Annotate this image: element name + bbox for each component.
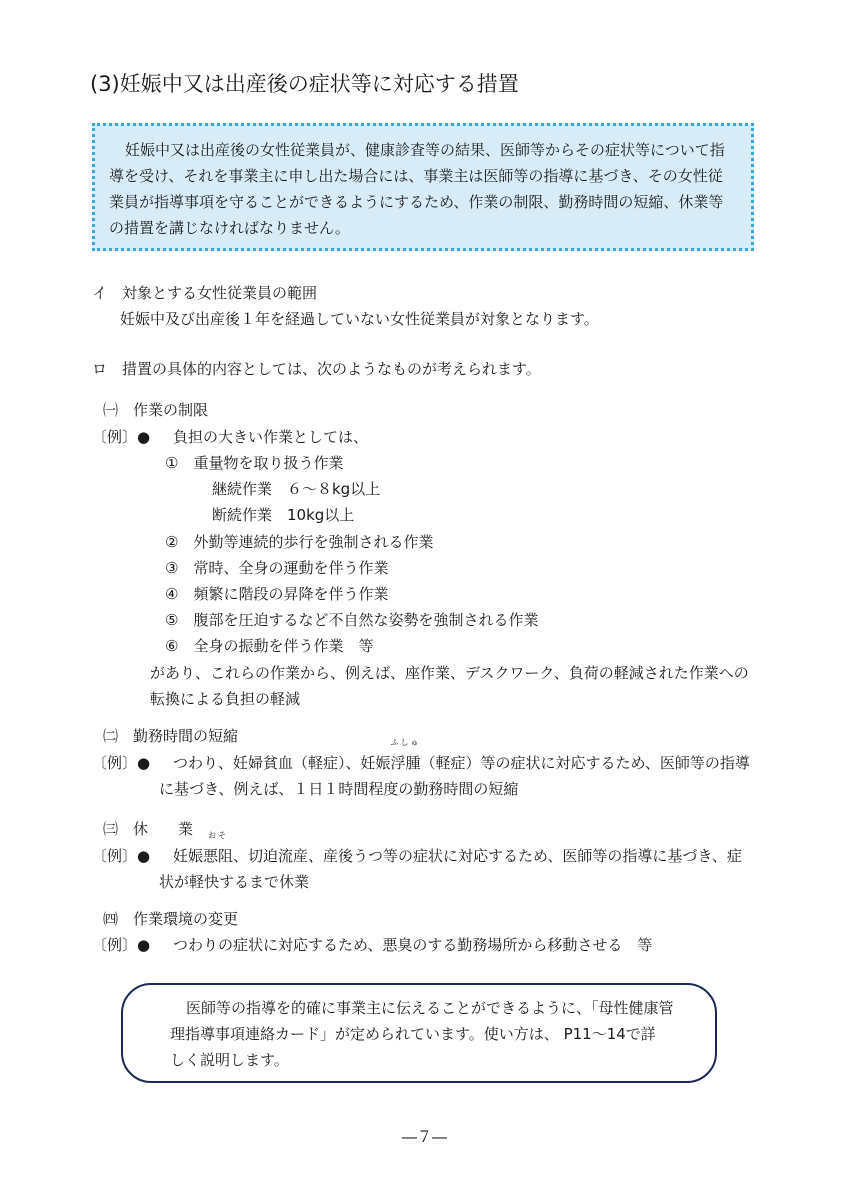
list-item: ② 外勤等連続的歩行を強制される作業 bbox=[165, 533, 434, 551]
list-item: ① 重量物を取り扱う作業 bbox=[165, 454, 344, 472]
item-c-text: 妊娠 bbox=[173, 847, 204, 865]
summary-line: 妊娠中又は出産後の女性従業員が、健康診査等の結果、医師等からその症状等について指 bbox=[125, 141, 725, 159]
example-label: 〔例〕● bbox=[92, 936, 151, 954]
section-i-body: 妊娠中及び出産後１年を経過していない女性従業員が対象となります。 bbox=[120, 310, 599, 328]
list-subitem: 継続作業 ６～８kg以上 bbox=[212, 480, 381, 498]
section-ro-heading: ロ 措置の具体的内容としては、次のようなものが考えられます。 bbox=[92, 360, 541, 378]
item-b-text: （軽症）等の症状に対応するため、医師等の指導 bbox=[420, 754, 750, 772]
item-b-line1 bbox=[173, 738, 750, 776]
example-label: 〔例〕● bbox=[92, 754, 151, 772]
summary-line: の措置を講じなければなりません。 bbox=[109, 219, 350, 237]
ruby-base: 悪阻 bbox=[203, 847, 234, 865]
ruby-reading: おそ bbox=[208, 831, 229, 840]
note-line: しく説明します。 bbox=[170, 1051, 289, 1069]
example-label: 〔例〕● bbox=[92, 847, 151, 865]
ruby-oso bbox=[203, 831, 234, 869]
item-c-line1 bbox=[173, 831, 742, 869]
ruby-reading: ふしゅ bbox=[390, 738, 421, 747]
item-a-lead: 負担の大きい作業としては、 bbox=[173, 428, 369, 446]
list-subitem: 断続作業 10kg以上 bbox=[212, 506, 355, 524]
item-d-heading: ㈣ 作業環境の変更 bbox=[103, 910, 239, 928]
item-b-heading: ㈡ 勤務時間の短縮 bbox=[103, 727, 239, 745]
item-b-line2: に基づき、例えば、１日１時間程度の勤務時間の短縮 bbox=[159, 780, 519, 798]
note-line: 理指導事項連絡カード」が定められています。使い方は、 P11～14で詳 bbox=[170, 1025, 656, 1043]
item-a-heading: ㈠ 作業の制限 bbox=[103, 401, 209, 419]
item-b-text: つわり、妊婦貧血（軽症）、妊娠 bbox=[173, 754, 391, 772]
note-line: 医師等の指導を的確に事業主に伝えることができるように、「母性健康管 bbox=[186, 999, 674, 1017]
item-a-conclusion: 転換による負担の軽減 bbox=[150, 690, 301, 708]
section-i-heading: イ 対象とする女性従業員の範囲 bbox=[92, 284, 318, 302]
example-label: 〔例〕● bbox=[92, 428, 151, 446]
summary-line: 導を受け、それを事業主に申し出た場合には、事業主は医師等の指導に基づき、その女性従 bbox=[109, 167, 723, 185]
item-c-text: 、切迫流産、産後うつ等の症状に対応するため、医師等の指導に基づき、症 bbox=[233, 847, 742, 865]
ruby-fushu bbox=[390, 738, 421, 776]
list-item: ⑥ 全身の振動を伴う作業 等 bbox=[165, 637, 374, 655]
page-number: ―７― bbox=[401, 1128, 447, 1146]
item-d-line1: つわりの症状に対応するため、悪臭のする勤務場所から移動させる 等 bbox=[173, 936, 653, 954]
ruby-base: 浮腫 bbox=[390, 754, 421, 772]
item-c-heading: ㈢ 休 業 bbox=[103, 820, 194, 838]
list-item: ⑤ 腹部を圧迫するなど不自然な姿勢を強制される作業 bbox=[165, 611, 539, 629]
item-a-conclusion: があり、これらの作業から、例えば、座作業、デスクワーク、負荷の軽減された作業への bbox=[150, 664, 749, 682]
summary-line: 業員が指導事項を守ることができるようにするため、作業の制限、勤務時間の短縮、休業等 bbox=[109, 193, 724, 211]
summary-box bbox=[92, 123, 754, 251]
list-item: ③ 常時、全身の運動を伴う作業 bbox=[165, 559, 389, 577]
page-title: (3)妊娠中又は出産後の症状等に対応する措置 bbox=[90, 72, 519, 96]
item-c-line2: 状が軽快するまで休業 bbox=[159, 873, 310, 891]
note-box bbox=[121, 983, 717, 1083]
list-item: ④ 頻繁に階段の昇降を伴う作業 bbox=[165, 585, 389, 603]
